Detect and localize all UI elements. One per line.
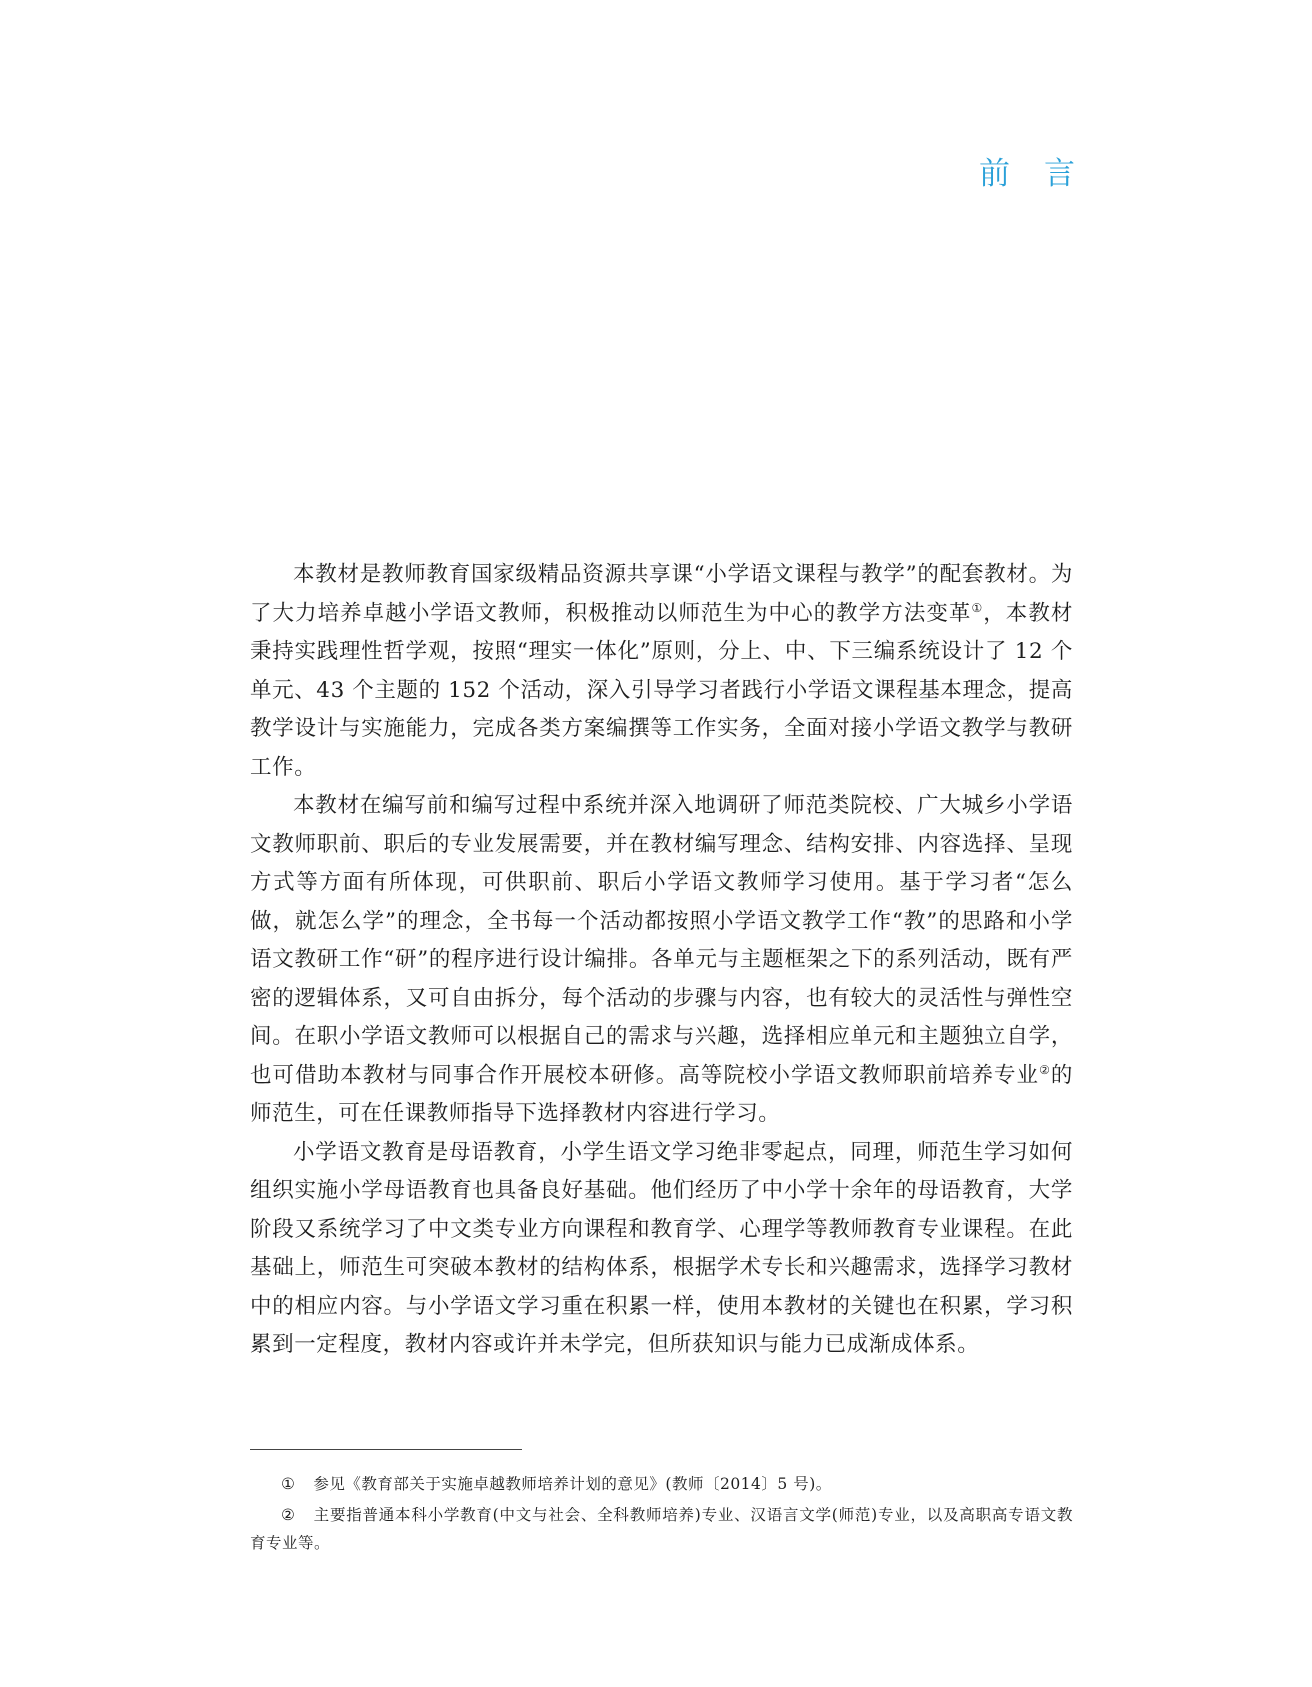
footnote-1-mark: ① <box>281 1475 296 1493</box>
paragraph-2-text-cont: 的师范生，可在任课教师指导下选择教材内容进行学习。 <box>250 1062 1073 1126</box>
paragraph-2-text: 本教材在编写前和编写过程中系统并深入地调研了师范类院校、广大城乡小学语文教师职前、职后的专业发展需要，并在教材编写理念、结构安排、内容选择、呈现方式等方面有所体现，可供职前、职后小学语文教师学习使用。基于学习者“怎么做，就怎么学”的理念，全书每一个活动都按照小学语文教学工作“教”的思路和小学语文教研工作“研”的程序进行设计编排。各单元与主题框架之下的系列活动，既有严密的逻辑体系，又可自由拆分，每个活动的步骤与内容，也有较大的灵活性与弹性空间。在职小学语文教师可以根据自己的需求与兴趣，选择相应单元和主题独立自学，也可借助本教材与同事合作开展校本研修。高等院校小学语文教师职前培养专业 <box>250 793 1073 1088</box>
paragraph-3: 小学语文教育是母语教育，小学生语文学习绝非零起点，同理，师范生学习如何组织实施小学母语教育也具备良好基础。他们经历了中小学十余年的母语教育，大学阶段又系统学习了中文类专业方向课程和教育学、心理学等教师教育专业课程。在此基础上，师范生可突破本教材的结构体系，根据学术专长和兴趣需求，选择学习教材中的相应内容。与小学语文学习重在积累一样，使用本教材的关键也在积累，学习积累到一定程度，教材内容或许并未学完，但所获知识与能力已成渐成体系。 <box>250 1139 1073 1357</box>
paragraph-1-text-cont: ，本教材秉持实践理性哲学观，按照“理实一体化”原则，分上、中、下三编系统设计了 12 个单元、43 个主题的 152 个活动，深入引导学习者践行小学语文课程基本理念，提高教学设计与实施能力，完成各类方案编撰等工作实务，全面对接小学语文教学与教研工作。 <box>250 600 1074 780</box>
footnote-1 <box>250 1470 1073 1498</box>
body-text <box>250 556 1073 1365</box>
footnote-ref-1[interactable]: ① <box>971 600 984 615</box>
footnote-ref-2[interactable]: ② <box>1039 1062 1051 1077</box>
footnotes <box>250 1470 1073 1560</box>
footnote-1-text: 参见《教育部关于实施卓越教师培养计划的意见》(教师〔2014〕5 号)。 <box>313 1475 832 1493</box>
footnote-2-mark: ② <box>281 1506 296 1524</box>
footnote-2 <box>250 1501 1073 1557</box>
paragraph-2 <box>250 787 1073 1134</box>
page-title: 前言 <box>979 156 1109 192</box>
paragraph-1-text: 本教材是教师教育国家级精品资源共享课“小学语文课程与教学”的配套教材。为了大力培养卓越小学语文教师，积极推动以师范生为中心的教学方法变革 <box>250 562 1073 626</box>
footnote-2-text: 主要指普通本科小学教育(中文与社会、全科教师培养)专业、汉语言文学(师范)专业，以及高职高专语文教育专业等。 <box>250 1506 1073 1552</box>
footnote-divider <box>250 1449 522 1450</box>
paragraph-1 <box>250 556 1073 787</box>
